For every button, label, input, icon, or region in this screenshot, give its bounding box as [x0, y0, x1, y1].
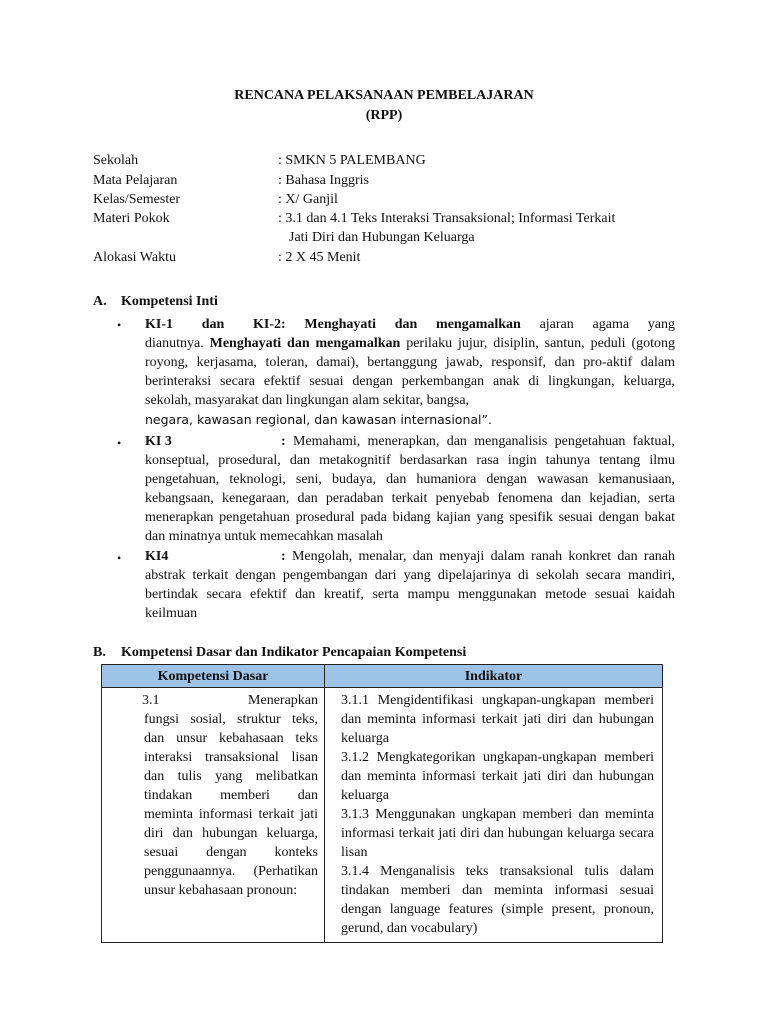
ki-colon: :	[281, 549, 286, 564]
bullet-icon: •	[117, 551, 122, 565]
identity-value: : 2 X 45 Menit	[278, 250, 361, 265]
indikator-cell	[325, 688, 663, 943]
ki-text: Memahami, menerapkan, dan menganalisis pengetahuan faktual, konseptual, prosedural, dan metakognitif berdasarkan rasa ingin tahunya tentang ilmu pengetahuan, teknologi, seni, budaya, dan humaniora dengan wawasan kemanusiaan, kebangsaan, kenegaraan, dan peradaban terkait penyebab fenomena dan kejadian, serta menerapkan pengetahuan prosedural pada bidang kajian yang spesifik sesuai dengan bakat dan minatnya untuk memecahkan masalah	[145, 434, 676, 544]
section-title: Kompetensi Dasar dan Indikator Pencapaian Kompetensi	[121, 645, 467, 660]
document-title: RENCANA PELAKSANAAN PEMBELAJARAN	[234, 88, 534, 103]
ki-body	[145, 334, 675, 410]
table-header-kd: Kompetensi Dasar	[102, 665, 325, 688]
document-subtitle: (RPP)	[365, 108, 403, 123]
section-letter: A.	[93, 294, 107, 309]
table-header-indikator: Indikator	[325, 665, 663, 688]
ki-colon: :	[281, 317, 286, 332]
ki-first-line	[145, 315, 675, 334]
identity-label: Sekolah	[93, 153, 139, 168]
kd-indicator-table	[101, 664, 663, 943]
ki-mid-prefix: dianutnya.	[145, 336, 204, 351]
ki-key: KI4	[145, 549, 169, 564]
section-a-heading	[93, 294, 218, 310]
table-header-row	[102, 665, 663, 688]
identity-label: Mata Pelajaran	[93, 173, 178, 188]
section-b-heading	[93, 645, 466, 661]
ki-1-2-item	[145, 315, 675, 429]
ki-key: KI 3	[145, 434, 172, 449]
identity-value: : SMKN 5 PALEMBANG	[278, 153, 426, 168]
ki-mid-bold: Menghayati dan mengamalkan	[209, 336, 401, 351]
bullet-icon: •	[117, 436, 122, 450]
indikator-item: 3.1.2 Mengkategorikan ungkapan-ungkapan memberi dan meminta informasi terkait jati diri dan hubungan keluarga	[341, 750, 654, 803]
kd-first-line: 3.1 Menerapkan	[142, 693, 318, 708]
ki-body-text: perilaku jujur, disiplin, santun, peduli (gotong royong, kerjasama, toleran, damai), bertanggung jawab, responsif, dan pro-aktif dalam berinteraksi secara efektif sesuai dengan perkembangan anak di lingkungan, keluarga, sekolah, masyarakat dan lingkungan alam sekitar, bangsa,	[145, 336, 676, 408]
table-row	[102, 688, 663, 943]
indikator-item: 3.1.4 Menganalisis teks transaksional tulis dalam tindakan memberi dan meminta informasi sesuai dengan language features (simple present, pronoun, gerund, dan vocabulary)	[341, 864, 654, 936]
ki-3-item	[145, 432, 675, 546]
ki-lead-bold: Menghayati dan mengamalkan	[304, 317, 521, 332]
indikator-item: 3.1.3 Menggunakan ungkapan memberi dan meminta informasi terkait jati diri dan hubungan keluarga secara lisan	[341, 807, 654, 860]
indikator-list	[325, 688, 662, 942]
identity-value: : 3.1 dan 4.1 Teks Interaksi Transaksional; Informasi Terkait	[278, 211, 616, 226]
identity-label: Materi Pokok	[93, 211, 170, 226]
section-letter: B.	[93, 645, 106, 660]
indikator-item: 3.1.1 Mengidentifikasi ungkapan-ungkapan memberi dan meminta informasi terkait jati diri dan hubungan keluarga	[341, 693, 654, 746]
ki-colon: :	[281, 434, 286, 449]
identity-value: : X/ Ganjil	[278, 192, 338, 207]
ki-text: Mengolah, menalar, dan menyaji dalam ranah konkret dan ranah abstrak terkait dengan pengembangan dari yang dipelajarinya di sekolah secara mandiri, bertindak secara efektif dan kreatif, serta mampu menggunakan metode sesuai kaidah keilmuan	[145, 549, 675, 621]
ki-lead-rest: ajaran agama yang	[539, 317, 676, 332]
kd-cell	[102, 688, 325, 943]
identity-value: : Bahasa Inggris	[278, 173, 369, 188]
section-title: Kompetensi Inti	[121, 294, 218, 309]
identity-label: Alokasi Waktu	[93, 250, 176, 265]
ki-key: KI-1 dan KI-2	[145, 317, 281, 332]
kd-text	[102, 688, 324, 900]
ki-tail: negara, kawasan regional, dan kawasan internasional”.	[145, 412, 492, 427]
identity-label: Kelas/Semester	[93, 192, 181, 207]
identity-value-continued: Jati Diri dan Hubungan Keluarga	[289, 230, 475, 245]
ki-4-item	[145, 547, 675, 623]
kd-rest: fungsi sosial, struktur teks, dan unsur kebahasaan teks interaksi transaksional lisan dan tulis yang melibatkan tindakan memberi dan meminta informasi terkait jati diri dan hubungan keluarga, sesuai dengan konteks penggunaannya. (Perhatikan unsur kebahasaan pronoun:	[144, 712, 318, 898]
bullet-icon: •	[117, 318, 122, 332]
